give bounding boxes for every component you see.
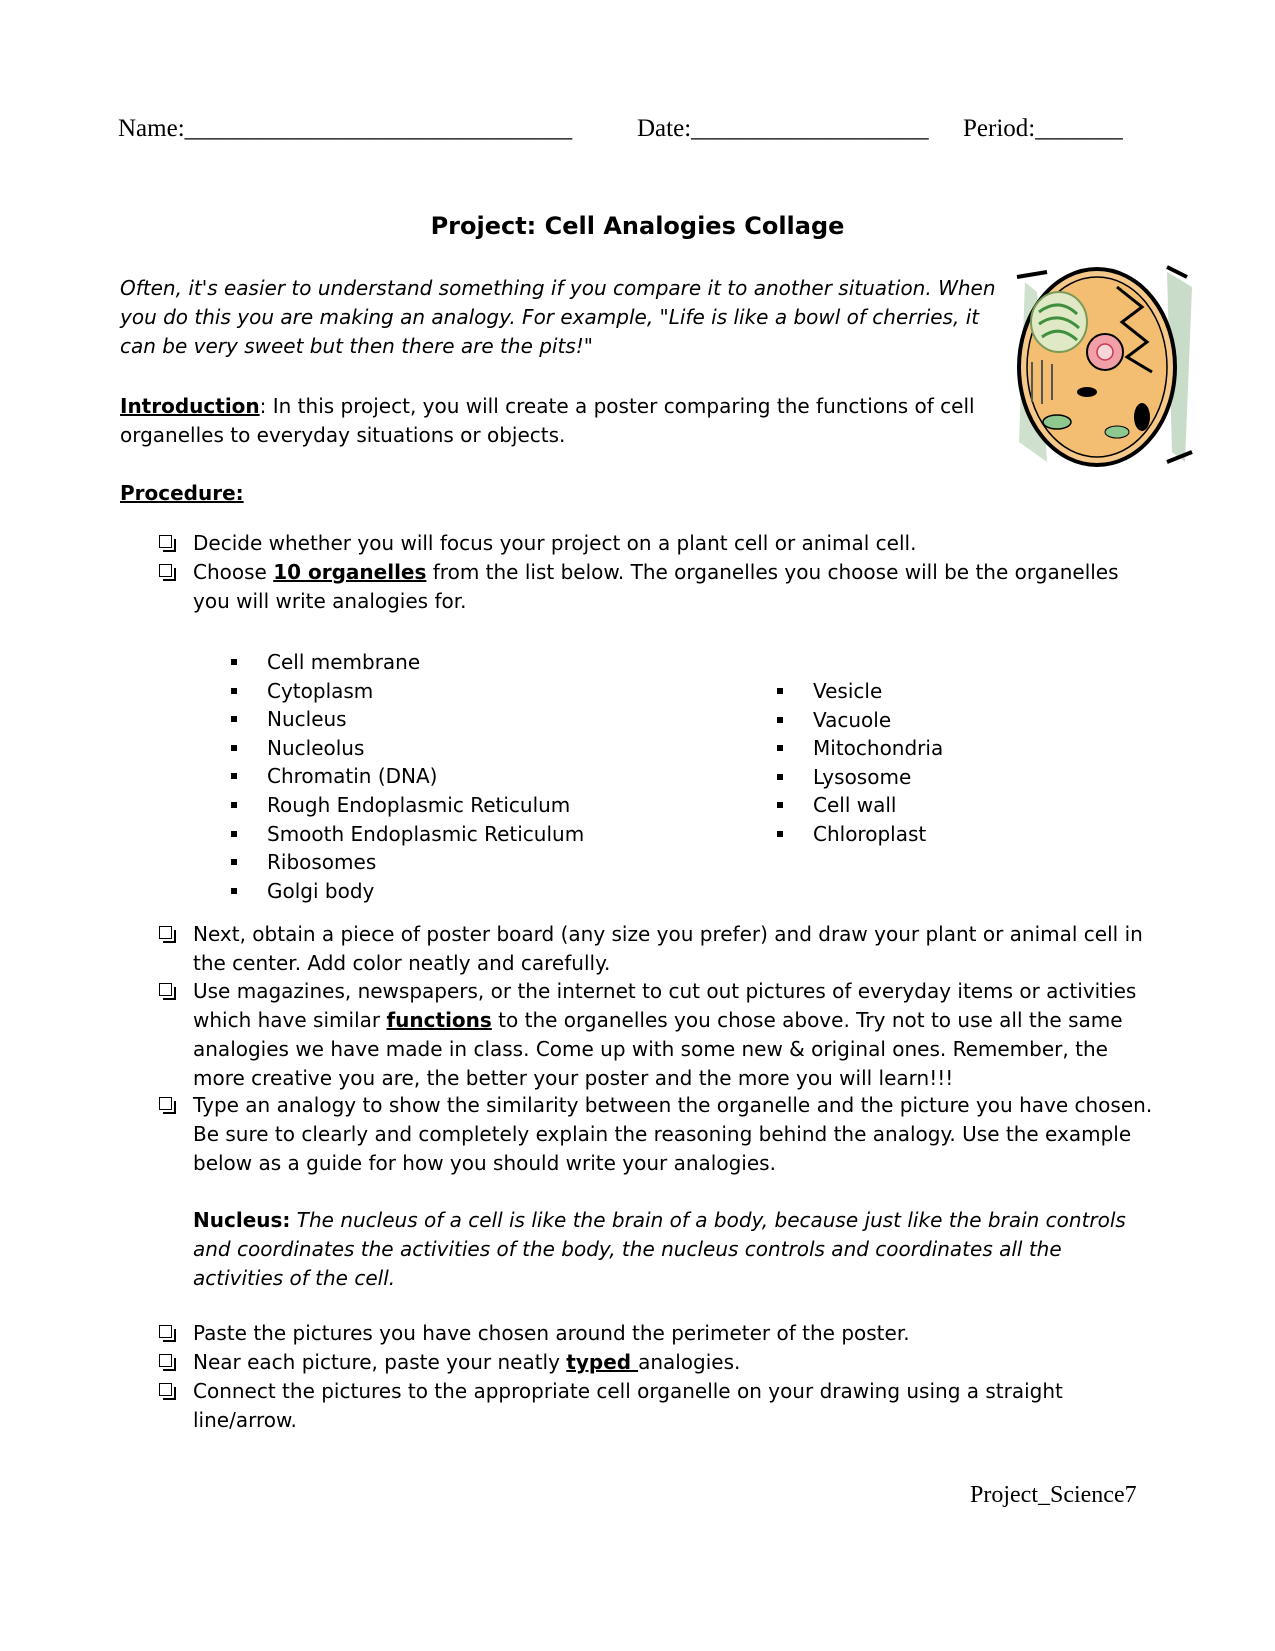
organelle-item: Rough Endoplasmic Reticulum [267, 793, 571, 817]
step-text: from the list below. The organelles you choose will be the organelles you will write analogies for. [193, 560, 1119, 613]
organelle-item: Nucleolus [267, 735, 365, 760]
organelle-item: Lysosome [813, 764, 912, 789]
step-choose-organelles [193, 558, 1153, 616]
step-text: to the organelles you chose above. Try not to use all the same analogies we have made in class. Come up with some new & original ones. Remember, the more creative you are, the better your poster and the more you will learn!!! [193, 1008, 1123, 1090]
bullet-icon [777, 745, 783, 751]
step-connect-pictures: Connect the pictures to the appropriate cell organelle on your drawing using a straight line/arrow. [193, 1379, 1063, 1432]
period-field-label: Period:_______ [963, 115, 1123, 142]
organelle-item: Golgi body [267, 878, 375, 903]
procedure-heading: Procedure: [120, 481, 244, 505]
bullet-icon [777, 831, 783, 837]
bullet-icon [777, 802, 783, 808]
footer-label: Project_Science7 [970, 1482, 1137, 1508]
step-text: analogies. [638, 1350, 741, 1374]
step-text: Near each picture, paste your neatly [193, 1350, 567, 1374]
intro-paragraph: Often, it's easier to understand something if you compare it to another situation. When you do this you are making an analogy. For example, "Life is like a bowl of cherries, it can be very sweet but then there are the pits!" [120, 276, 996, 358]
organelle-item: Mitochondria [813, 736, 944, 761]
checkbox-icon [159, 1097, 175, 1113]
step-decide-cell: Decide whether you will focus your project on a plant cell or animal cell. [193, 531, 917, 555]
student-info-row [118, 115, 1158, 155]
step-text: Use magazines, newspapers, or the internet to cut out pictures of everyday items or activities which have similar [193, 979, 1137, 1032]
step-find-pictures [193, 977, 1153, 1093]
organelle-item: Vacuole [813, 707, 892, 732]
introduction-label: Introduction [120, 394, 260, 418]
introduction-text: : In this project, you will create a poster comparing the functions of cell organelles to everyday situations or objects. [120, 394, 975, 447]
bullet-icon [231, 745, 237, 751]
bullet-icon [231, 859, 237, 865]
checkbox-icon [159, 535, 175, 551]
organelle-item: Cytoplasm [267, 678, 374, 703]
checkbox-icon [159, 564, 175, 580]
introduction-paragraph [120, 392, 1000, 450]
organelle-item: Cell wall [813, 793, 897, 818]
name-field-label: Name:_______________________________ [118, 115, 573, 142]
emphasis-text: functions [386, 1008, 492, 1032]
bullet-icon [231, 659, 237, 665]
bullet-icon [231, 888, 237, 894]
example-analogy [193, 1206, 1148, 1293]
organelle-item: Chromatin (DNA) [267, 764, 438, 789]
step-type-analogy: Type an analogy to show the similarity between the organelle and the picture you have chosen. Be sure to clearly and completely explain the reasoning behind the analogy. Use the example below as a guide for how you should write your analogies. [193, 1093, 1153, 1175]
bullet-icon [777, 688, 783, 694]
bullet-icon [231, 716, 237, 722]
organelle-item: Ribosomes [267, 850, 377, 875]
plant-cell-illustration [997, 252, 1197, 472]
organelle-item: Chloroplast [813, 822, 927, 846]
bullet-icon [777, 774, 783, 780]
date-field-label: Date:___________________ [637, 115, 929, 142]
bullet-icon [231, 688, 237, 694]
bullet-icon [777, 717, 783, 723]
example-label: Nucleus: [193, 1208, 291, 1232]
checkbox-icon [159, 926, 175, 942]
document-title: Project: Cell Analogies Collage [430, 212, 845, 240]
emphasis-text: typed [566, 1350, 639, 1374]
organelle-item: Vesicle [813, 679, 883, 703]
bullet-icon [231, 831, 237, 837]
organelle-item: Cell membrane [267, 650, 421, 674]
organelle-item: Nucleus [267, 707, 347, 732]
checkbox-icon [159, 983, 175, 999]
checkbox-icon [159, 1325, 175, 1341]
checkbox-icon [159, 1354, 175, 1370]
organelle-item: Smooth Endoplasmic Reticulum [267, 821, 585, 846]
step-paste-analogies [193, 1348, 1153, 1377]
emphasis-text: 10 organelles [273, 560, 427, 584]
bullet-icon [231, 773, 237, 779]
bullet-icon [231, 802, 237, 808]
step-poster-board: Next, obtain a piece of poster board (any size you prefer) and draw your plant or animal cell in the center. Add color neatly and carefully. [193, 922, 1143, 975]
step-text: Choose [193, 560, 274, 584]
checkbox-icon [159, 1383, 175, 1399]
step-paste-pictures: Paste the pictures you have chosen around the perimeter of the poster. [193, 1321, 910, 1345]
example-text: The nucleus of a cell is like the brain of a body, because just like the brain controls and coordinates the activities of the body, the nucleus controls and coordinates all the activities of the cell. [193, 1208, 1126, 1290]
